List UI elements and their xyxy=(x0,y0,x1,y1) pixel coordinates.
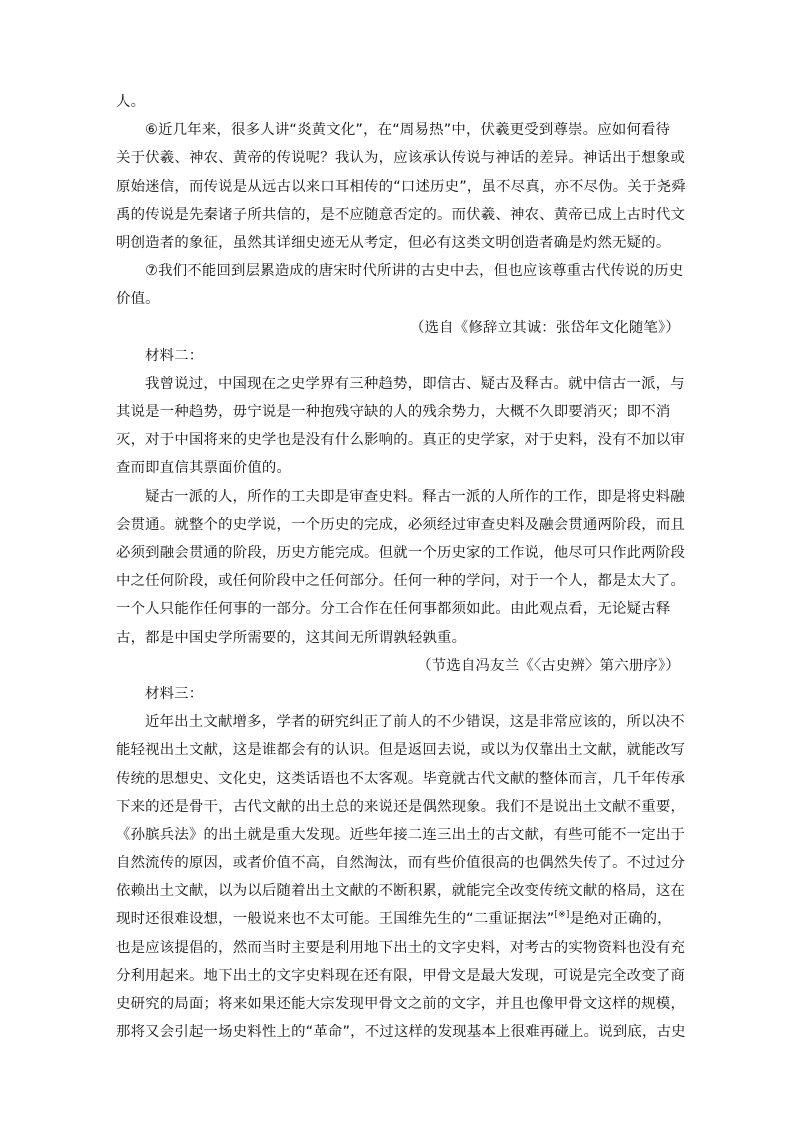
material-2-paragraph-line: 灭，对于中国将来的史学也是没有什么影响的。真正的史学家，对于史料，没有不加以审 xyxy=(116,432,686,449)
material-3-paragraph-line: 传统的思想史、文化史，这类话语也不太客观。毕竟就古代文献的整体而言，几千年传承 xyxy=(116,770,686,787)
material-2-paragraph-line: 古，都是中国史学所需要的，这其间无所谓孰轻孰重。 xyxy=(116,629,467,646)
document-page xyxy=(116,88,686,1046)
material-2-paragraph-line: 疑古一派的人，所作的工夫即是审查史料。释古一派的人所作的工作，即是将史料融 xyxy=(145,488,685,505)
material-3-paragraph-line: 自然流传的原因，或者价值不高，自然淘汰，而有些价值很高的也偶然失传了。不过过分 xyxy=(116,855,686,872)
paragraph-6-line: 关于伏羲、神农、黄帝的传说呢？我认为，应该承认传说与神话的差异。神话出于想象或 xyxy=(116,150,686,167)
text-line: 人。 xyxy=(116,94,146,110)
line-text-after-note: 是绝对正确的， xyxy=(569,911,672,928)
material-3-paragraph-line: 史研究的局面；将来如果还能大宗发现甲骨文之前的文字，并且也像甲骨文这样的规模， xyxy=(116,996,686,1012)
material-2-paragraph-line: 必须到融会贯通的阶段，历史方能完成。但就一个历史家的工作说，他尽可只作此两阶段 xyxy=(116,545,686,561)
material-3-paragraph-line: 依赖出土文献，以为以后随着出土文献的不断积累，就能完全改变传统文献的格局，这在 xyxy=(116,883,686,900)
material-2-paragraph-line: 我曾说过，中国现在之史学界有三种趋势，即信古、疑古及释古。就中信古一派，与 xyxy=(145,375,685,392)
paragraph-6-line: 明创造者的象征，虽然其详细史迹无从考定，但必有这类文明创造者确是灼然无疑的。 xyxy=(116,234,671,251)
material-3-paragraph-line: 下来的还是骨干，古代文献的出土总的来说还是偶然现象。我们不是说出土文献不重要， xyxy=(116,798,686,815)
paragraph-7-line: 价值。 xyxy=(116,291,160,308)
material-2-paragraph-line: 会贯通。就整个的史学说，一个历史的完成，必须经过审查史料及融会贯通两阶段，而且 xyxy=(116,516,686,533)
material-3-paragraph-line: 能轻视出土文献，这是谁都会有的认识。但是返回去说，或以为仅靠出土文献，就能改写 xyxy=(116,742,686,759)
line-text-before-note: 现时还很难设想，一般说来也不太可能。王国维先生的“二重证据法” xyxy=(116,911,555,928)
material-3-paragraph-line: 分利用起来。地下出土的文字史料现在还有限，甲骨文是最大发现，可说是完全改变了商 xyxy=(116,967,686,984)
paragraph-6-line: ⑥近几年来，很多人讲“炎黄文化”，在“周易热”中，伏羲更受到尊崇。应如何看待 xyxy=(145,122,671,139)
material-3-paragraph-line: 也是应该提倡的，然而当时主要是利用地下出土的文字史料，对考古的实物资料也没有充 xyxy=(116,939,686,956)
material-3-paragraph-line: 近年出土文献增多，学者的研究纠正了前人的不少错误，这是非常应该的，所以决不 xyxy=(145,714,685,731)
material-2-paragraph-line: 其说是一种趋势，毋宁说是一种抱残守缺的人的残余势力，大概不久即要消灭；即不消 xyxy=(116,404,671,421)
paragraph-6-line: 原始迷信，而传说是从远古以来口耳相传的“口述历史”，虽不尽真，亦不尽伪。关于尧舜 xyxy=(116,178,686,195)
paragraph-7-line: ⑦我们不能回到层累造成的唐宋时代所讲的古史中去，但也应该尊重古代传说的历史 xyxy=(145,263,684,280)
source-citation-1: （选自《修辞立其诚：张岱年文化随笔》） xyxy=(409,319,680,336)
material-2-paragraph-line: 中之任何阶段，或任何阶段中之任何部分。任何一种的学问，对于一个人，都是太大了。 xyxy=(116,573,686,590)
material-3-paragraph-line: 《孙膑兵法》的出土就是重大发现。近些年接二连三出土的古文献，有些可能不一定出于 xyxy=(116,826,686,843)
paragraph-6-line: 禹的传说是先秦诸子所共信的，是不应随意否定的。而伏羲、神农、黄帝已成上古时代文 xyxy=(116,206,686,223)
material-2-paragraph-line: 一个人只能作任何事的一部分。分工合作在任何事都须如此。由此观点看，无论疑古释 xyxy=(116,601,671,618)
footnote-marker: [※] xyxy=(554,910,570,921)
material-3-paragraph-line xyxy=(116,905,682,933)
material-2-heading: 材料二： xyxy=(145,347,204,364)
source-citation-2: （节选自冯友兰《〈古史辨〉第六册序》） xyxy=(417,657,680,674)
material-3-paragraph-line: 那将又会引起一场史料性上的“革命”，不过这样的发现基本上很难再碰上。说到底，古史 xyxy=(116,1024,686,1041)
material-3-heading: 材料三： xyxy=(145,685,204,702)
material-2-paragraph-line: 查而即直信其票面价值的。 xyxy=(116,460,292,477)
